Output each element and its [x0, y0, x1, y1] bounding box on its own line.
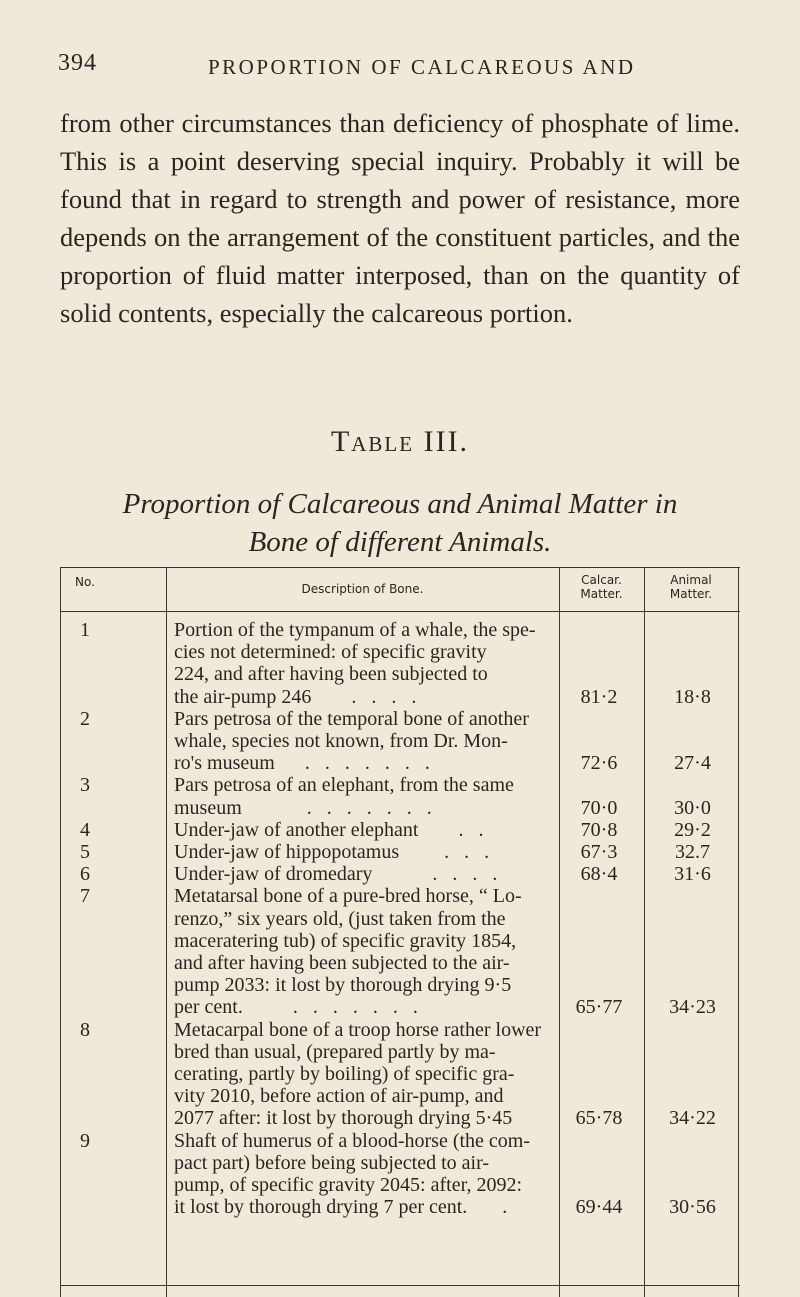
calcar-matter-value: 65·78 [575, 1107, 623, 1130]
row-number: 4 [80, 818, 90, 841]
animal-matter-value: 27·4 [674, 752, 711, 775]
row-description-line: cerating, partly by boiling) of specific gra- [174, 1063, 515, 1085]
column-rule [60, 567, 61, 1297]
header-animal-matter: Animal Matter. [669, 573, 713, 601]
calcar-matter-value: 68·4 [580, 863, 618, 886]
row-description-line: Pars petrosa of the temporal bone of another [174, 707, 529, 730]
table-title: Table III. [330, 425, 470, 458]
table-caption-line-2: Bone of different Animals. [248, 526, 552, 558]
header-no: No. [75, 575, 95, 589]
calcar-matter-value: 70·0 [580, 796, 618, 819]
column-rule [644, 567, 645, 1297]
row-description-line: pump 2033: it lost by thorough drying 9·5 [174, 974, 512, 997]
calcar-matter-value: 72·6 [580, 752, 618, 775]
table-top-rule [60, 567, 740, 568]
row-description-line: ro's museum . . . . . . . [174, 752, 430, 775]
calcar-matter-value: 69·44 [575, 1196, 623, 1219]
bone-table [60, 567, 740, 1297]
animal-matter-value: 30·56 [669, 1196, 716, 1219]
table-caption-line-1: Proportion of Calcareous and Animal Matter in [122, 488, 678, 520]
row-description-line: renzo,” six years old, (just taken from the [174, 907, 506, 930]
row-description-line: Metatarsal bone of a pure-bred horse, “ Lo- [174, 885, 522, 908]
row-description-line: Shaft of humerus of a blood-horse (the com- [174, 1129, 531, 1152]
row-description-line: Under-jaw of hippopotamus . . . [174, 841, 490, 863]
calcar-matter-value: 65·77 [575, 996, 623, 1019]
row-description-line: Portion of the tympanum of a whale, the spe- [174, 619, 536, 641]
animal-matter-value: 31·6 [674, 863, 711, 886]
row-description-line: Under-jaw of another elephant . . [174, 818, 484, 841]
row-description-line: the air-pump 246 . . . . [174, 685, 417, 708]
running-head: PROPORTION OF CALCAREOUS AND [208, 55, 636, 79]
animal-matter-value: 18·8 [674, 685, 711, 708]
row-description-line: pump, of specific gravity 2045: after, 2092: [174, 1174, 522, 1196]
row-description-line: whale, species not known, from Dr. Mon- [174, 730, 508, 752]
row-number: 9 [80, 1129, 90, 1152]
calcar-matter-value: 81·2 [580, 685, 618, 708]
row-description-line: maceratering tub) of specific gravity 1854, [174, 929, 517, 952]
row-description-line: Metacarpal bone of a troop horse rather lower [174, 1018, 542, 1041]
header-calcar-matter: Calcar. Matter. [580, 573, 623, 601]
row-number: 5 [80, 841, 90, 863]
row-number: 1 [80, 619, 90, 641]
calcar-matter-value: 70·8 [580, 818, 618, 841]
calcar-matter-value: 67·3 [580, 841, 618, 863]
column-rule [166, 567, 167, 1297]
row-description-line: Under-jaw of dromedary . . . . [174, 863, 498, 886]
animal-matter-value: 32.7 [675, 841, 710, 863]
table-caption [60, 485, 740, 561]
animal-matter-value: 30·0 [674, 796, 711, 819]
row-description-line: Pars petrosa of an elephant, from the same [174, 774, 514, 797]
row-number: 3 [80, 774, 90, 797]
row-description-line: museum . . . . . . . [174, 796, 432, 819]
row-description-line: vity 2010, before action of air-pump, and [174, 1085, 504, 1108]
page-number: 394 [58, 50, 97, 76]
column-rule [738, 567, 739, 1297]
row-description-line: 224, and after having been subjected to [174, 663, 488, 686]
row-description-line: and after having been subjected to the air- [174, 952, 510, 974]
row-description-line: bred than usual, (prepared partly by ma- [174, 1040, 496, 1063]
header-description: Description of Bone. [301, 582, 424, 596]
row-description-line: pact part) before being subjected to air- [174, 1151, 490, 1174]
row-number: 6 [80, 863, 90, 886]
table-bottom-rule [60, 1285, 740, 1286]
animal-matter-value: 29·2 [674, 818, 711, 841]
row-description-line: per cent. . . . . . . . [174, 996, 418, 1019]
table-header-rule [60, 611, 740, 612]
row-description-line: 2077 after: it lost by thorough drying 5·45 [174, 1107, 513, 1130]
row-number: 2 [80, 707, 90, 730]
animal-matter-value: 34·23 [669, 996, 716, 1019]
row-description-line: cies not determined: of specific gravity [174, 641, 487, 664]
animal-matter-value: 34·22 [669, 1107, 716, 1130]
row-number: 7 [80, 885, 90, 908]
body-paragraph: from other circumstances than deficiency of phosphate of lime. This is a point deserving special inquiry. Probably it will be found that in regard to strength and power of resistance, more depends on the arrangement of the constituent particles, and the proportion of fluid matter interposed, than on the quantity of solid contents, especially the calcareous portion. [60, 108, 740, 328]
row-number: 8 [80, 1018, 90, 1041]
row-description-line: it lost by thorough drying 7 per cent. . [174, 1196, 508, 1219]
